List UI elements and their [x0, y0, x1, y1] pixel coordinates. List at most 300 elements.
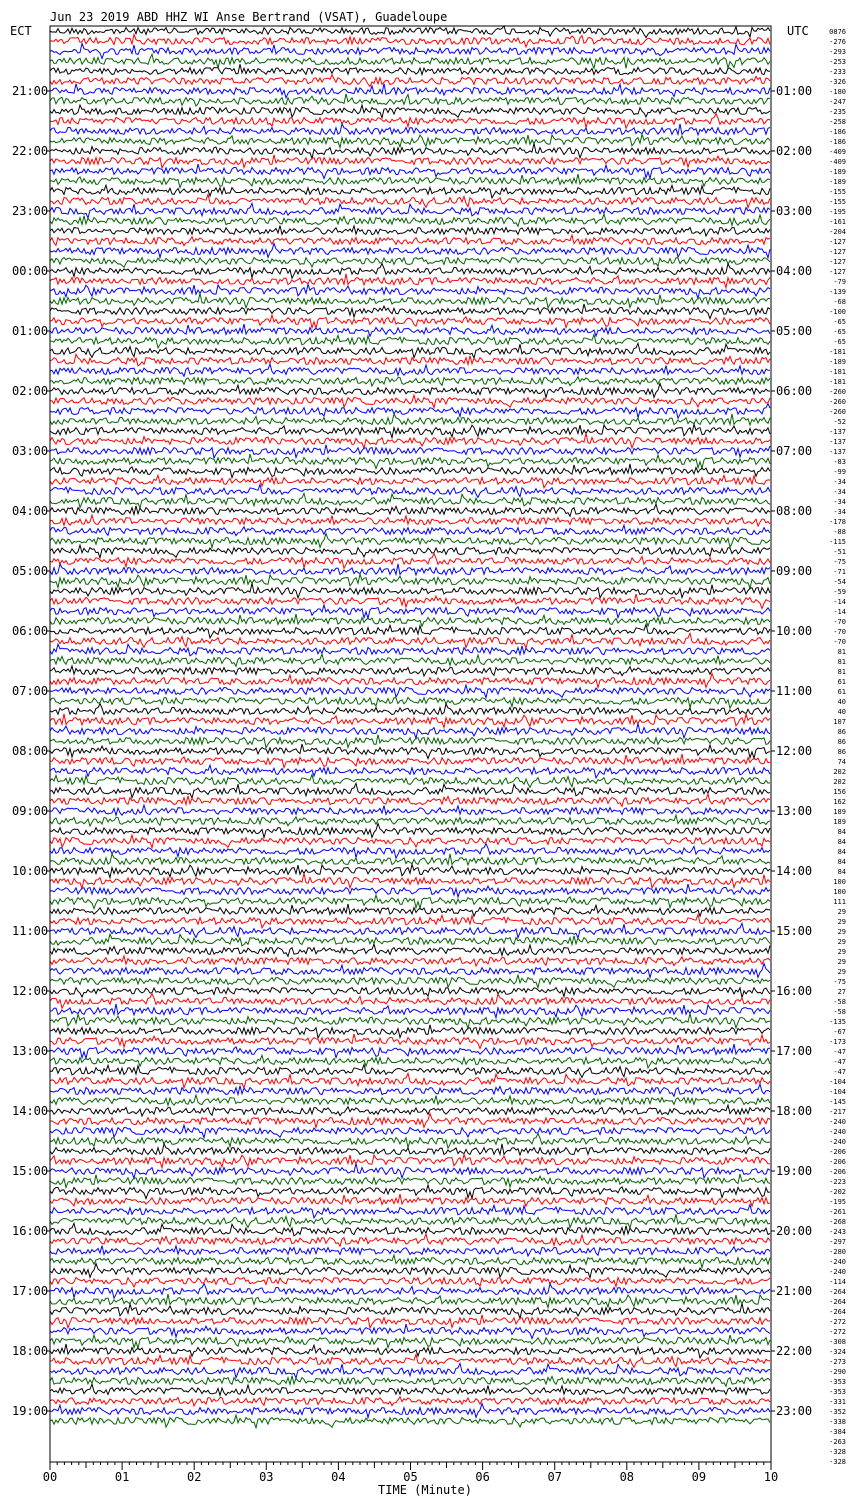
trace-offset-label: -264: [829, 1288, 846, 1296]
trace-offset-label: -65: [833, 338, 846, 346]
trace-offset-label: -68: [833, 298, 846, 306]
seismic-trace: [50, 414, 770, 425]
seismic-trace: [50, 545, 770, 558]
x-tick-label: 02: [186, 1470, 202, 1484]
trace-offset-label: 81: [837, 668, 846, 676]
x-tick-label: 10: [763, 1470, 779, 1484]
seismic-trace: [50, 1415, 770, 1428]
left-hour-labels: [12, 84, 50, 1418]
trace-offset-label: -206: [829, 1148, 846, 1156]
trace-offset-label: -137: [829, 428, 846, 436]
x-tick-label: 03: [259, 1470, 274, 1484]
right-hour-label: 16:00: [776, 984, 813, 998]
right-hour-label: 12:00: [776, 744, 813, 758]
trace-offset-label: -264: [829, 1298, 846, 1306]
left-hour-label: 04:00: [12, 504, 49, 518]
seismic-trace: [50, 454, 770, 469]
trace-offset-label: 84: [837, 828, 846, 836]
right-hour-label: 22:00: [776, 1344, 813, 1358]
seismic-trace: [50, 1174, 770, 1188]
trace-offset-label: -100: [829, 308, 846, 316]
trace-offset-label: 86: [837, 728, 846, 736]
x-axis: [43, 1462, 778, 1484]
trace-offset-label: -272: [829, 1318, 846, 1326]
seismic-trace: [50, 94, 770, 106]
seismic-trace: [50, 395, 770, 408]
seismic-trace: [50, 1065, 770, 1078]
x-axis-label: TIME (Minute): [378, 1483, 472, 1497]
trace-offset-label: -189: [829, 178, 846, 186]
right-hour-labels: [771, 84, 812, 1418]
seismic-trace: [50, 923, 770, 938]
seismic-trace: [50, 735, 770, 748]
left-hour-label: 01:00: [12, 324, 49, 338]
trace-offset-label: 86: [837, 748, 846, 756]
trace-offset-label: -204: [829, 228, 846, 236]
trace-offset-label: 29: [837, 908, 846, 916]
trace-offset-label: -88: [833, 528, 846, 536]
seismic-trace: [50, 698, 770, 709]
trace-offset-label: -70: [833, 638, 846, 646]
left-hour-label: 07:00: [12, 684, 49, 698]
trace-offset-label: -137: [829, 438, 846, 446]
left-hour-label: 21:00: [12, 84, 49, 98]
trace-offset-label: 61: [837, 688, 846, 696]
x-tick-label: 05: [403, 1470, 418, 1484]
seismic-trace: [50, 1163, 770, 1178]
seismic-trace: [50, 1234, 770, 1246]
trace-offset-label: -276: [829, 38, 846, 46]
left-hour-label: 00:00: [12, 264, 49, 278]
trace-offset-label: -280: [829, 1248, 846, 1256]
seismic-trace: [50, 258, 770, 268]
trace-offset-label: -71: [833, 568, 846, 576]
trace-offset-label: -181: [829, 378, 846, 386]
trace-offset-label: -297: [829, 1238, 846, 1246]
trace-offset-label: -139: [829, 288, 846, 296]
seismic-trace: [50, 1134, 770, 1149]
seismic-trace: [50, 1264, 770, 1278]
seismic-trace: [50, 1294, 770, 1308]
trace-offset-label: -135: [829, 1018, 846, 1026]
seismic-trace: [50, 1004, 770, 1018]
seismic-trace: [50, 1324, 770, 1339]
trace-offset-label: -127: [829, 268, 846, 276]
trace-offset-label: 81: [837, 658, 846, 666]
seismic-trace: [50, 1114, 770, 1128]
trace-offset-label: -260: [829, 388, 846, 396]
seismic-trace: [50, 1278, 770, 1288]
trace-offset-label: -308: [829, 1338, 846, 1346]
seismic-trace: [50, 493, 770, 508]
seismic-trace: [50, 75, 770, 87]
trace-offset-label: -223: [829, 1178, 846, 1186]
seismic-trace: [50, 105, 770, 118]
seismic-trace: [50, 475, 770, 488]
seismic-trace: [50, 765, 770, 778]
trace-offset-label: -178: [829, 518, 846, 526]
right-hour-label: 07:00: [776, 444, 813, 458]
seismic-trace: [50, 904, 770, 916]
trace-offset-label: -206: [829, 1168, 846, 1176]
seismic-trace: [50, 226, 770, 236]
trace-offset-label: -353: [829, 1378, 846, 1386]
x-tick-label: 04: [331, 1470, 346, 1484]
trace-offset-label: -409: [829, 158, 846, 166]
left-hour-label: 18:00: [12, 1344, 49, 1358]
trace-offset-label: -99: [833, 468, 846, 476]
seismic-trace: [50, 633, 770, 648]
seismic-trace: [50, 534, 770, 548]
trace-offset-label: 189: [833, 818, 846, 826]
trace-offset-label: -14: [833, 608, 846, 616]
trace-offset-label: -145: [829, 1098, 846, 1106]
left-hour-label: 16:00: [12, 1224, 49, 1238]
trace-offset-label: 100: [833, 888, 846, 896]
trace-offset-label: -202: [829, 1188, 846, 1196]
seismic-trace: [50, 583, 770, 598]
trace-offset-label: -328: [829, 1448, 846, 1456]
right-hour-label: 15:00: [776, 924, 813, 938]
seismic-trace: [50, 84, 770, 98]
seismic-trace: [50, 134, 770, 147]
seismic-trace: [50, 884, 770, 897]
seismic-trace: [50, 335, 770, 348]
left-hour-label: 05:00: [12, 564, 49, 578]
seismic-trace: [50, 235, 770, 246]
trace-offset-label: -34: [833, 488, 846, 496]
seismic-trace: [50, 354, 770, 366]
seismic-trace: [50, 1205, 770, 1218]
seismic-trace: [50, 975, 770, 988]
trace-offset-label: 40: [837, 708, 846, 716]
trace-offset-label: 40: [837, 698, 846, 706]
trace-offset-label: -65: [833, 318, 846, 326]
trace-offset-label: -14: [833, 598, 846, 606]
trace-offset-label: -59: [833, 588, 846, 596]
trace-offset-label: 84: [837, 868, 846, 876]
right-hour-label: 11:00: [776, 684, 813, 698]
trace-offset-label: -70: [833, 618, 846, 626]
trace-offset-label: 0876: [829, 28, 846, 36]
left-hour-label: 06:00: [12, 624, 49, 638]
seismic-trace: [50, 1214, 770, 1228]
seismic-trace: [50, 956, 770, 966]
seismic-trace: [50, 377, 770, 386]
seismic-trace: [50, 723, 770, 738]
trace-offset-label: 162: [833, 798, 846, 806]
trace-offset-label: -268: [829, 1218, 846, 1226]
trace-offset-label: -260: [829, 398, 846, 406]
right-hour-label: 03:00: [776, 204, 813, 218]
trace-offset-label: -331: [829, 1398, 846, 1406]
left-hour-label: 22:00: [12, 144, 49, 158]
seismic-trace: [50, 895, 770, 909]
seismic-trace: [50, 214, 770, 226]
trace-offset-label: -155: [829, 198, 846, 206]
seismic-trace: [50, 654, 770, 666]
seismic-trace: [50, 343, 770, 358]
seismic-trace: [50, 934, 770, 946]
trace-offset-label: -235: [829, 108, 846, 116]
seismic-trace: [50, 1384, 770, 1395]
x-tick-label: 00: [42, 1470, 58, 1484]
seismic-trace: [50, 43, 770, 58]
trace-offset-label: -353: [829, 1388, 846, 1396]
seismic-trace: [50, 815, 770, 826]
seismic-trace: [50, 873, 770, 888]
trace-offset-label: 29: [837, 968, 846, 976]
seismic-trace: [50, 124, 770, 135]
left-hour-label: 08:00: [12, 744, 49, 758]
seismic-trace: [50, 264, 770, 279]
seismic-trace: [50, 1246, 770, 1256]
trace-offset-label: -83: [833, 458, 846, 466]
trace-offset-label: -324: [829, 1348, 846, 1356]
right-hour-label: 23:00: [776, 1404, 813, 1418]
trace-offset-label: -115: [829, 538, 846, 546]
trace-offset-label: 29: [837, 958, 846, 966]
trace-offset-label: -189: [829, 168, 846, 176]
seismic-trace: [50, 824, 770, 838]
right-timezone-label: UTC: [787, 24, 809, 38]
seismic-trace: [50, 1105, 770, 1116]
seismic-trace: [50, 805, 770, 815]
seismic-trace: [50, 1303, 770, 1318]
trace-offset-label: -173: [829, 1038, 846, 1046]
seismic-trace: [50, 744, 770, 759]
seismic-trace: [50, 644, 770, 656]
seismic-trace: [50, 1084, 770, 1096]
trace-offset-label: -58: [833, 998, 846, 1006]
trace-offset-label: -127: [829, 248, 846, 256]
trace-offset-label: -409: [829, 148, 846, 156]
trace-offset-label: 84: [837, 848, 846, 856]
right-hour-label: 14:00: [776, 864, 813, 878]
trace-offset-label: 29: [837, 928, 846, 936]
trace-offset-label: -70: [833, 628, 846, 636]
seismic-trace: [50, 714, 770, 728]
seismic-trace: [50, 754, 770, 768]
seismic-trace: [50, 1194, 770, 1206]
right-hour-label: 10:00: [776, 624, 813, 638]
seismic-trace: [50, 666, 770, 676]
trace-offset-label: -240: [829, 1118, 846, 1126]
seismic-trace: [50, 26, 770, 38]
trace-offset-label: -127: [829, 238, 846, 246]
seismic-trace: [50, 34, 770, 47]
seismic-trace: [50, 594, 770, 609]
seismic-trace: [50, 564, 770, 575]
right-hour-label: 06:00: [776, 384, 813, 398]
trace-offset-label: -180: [829, 88, 846, 96]
seismic-trace: [50, 994, 770, 1009]
trace-offset-label: -263: [829, 1438, 846, 1446]
seismic-trace: [50, 1125, 770, 1138]
seismic-trace: [50, 864, 770, 877]
left-hour-label: 12:00: [12, 984, 49, 998]
trace-offset-label: -47: [833, 1048, 846, 1056]
trace-offset-label: -189: [829, 358, 846, 366]
trace-offset-label: -217: [829, 1108, 846, 1116]
seismic-trace: [50, 674, 770, 688]
seismic-trace: [50, 685, 770, 698]
left-hour-label: 11:00: [12, 924, 49, 938]
trace-offset-label: -127: [829, 258, 846, 266]
trace-offset-label: -247: [829, 98, 846, 106]
right-hour-label: 20:00: [776, 1224, 813, 1238]
right-hour-label: 18:00: [776, 1104, 813, 1118]
trace-offset-label: 189: [833, 808, 846, 816]
left-hour-label: 14:00: [12, 1104, 49, 1118]
seismic-trace: [50, 614, 770, 626]
trace-offset-label: -181: [829, 368, 846, 376]
seismic-trace: [50, 203, 770, 218]
trace-offset-label: 202: [833, 778, 846, 786]
trace-offset-label: 29: [837, 948, 846, 956]
seismic-trace: [50, 284, 770, 298]
seismic-trace: [50, 525, 770, 536]
trace-offset-label: -261: [829, 1208, 846, 1216]
trace-offset-label: -352: [829, 1408, 846, 1416]
left-hour-label: 17:00: [12, 1284, 49, 1298]
trace-offset-label: -195: [829, 208, 846, 216]
x-tick-label: 06: [475, 1470, 490, 1484]
trace-offset-label: -114: [829, 1278, 846, 1286]
seismic-trace: [50, 1073, 770, 1088]
right-hour-label: 09:00: [776, 564, 813, 578]
trace-offset-label: 29: [837, 918, 846, 926]
seismic-trace: [50, 1344, 770, 1358]
trace-offset-label: 84: [837, 838, 846, 846]
trace-offset-label: -34: [833, 498, 846, 506]
trace-offset-label: -290: [829, 1368, 846, 1376]
seismic-trace: [50, 944, 770, 956]
seismic-trace: [50, 504, 770, 516]
right-hour-label: 04:00: [776, 264, 813, 278]
seismic-trace: [50, 485, 770, 498]
x-tick-label: 01: [114, 1470, 130, 1484]
trace-offset-label: -293: [829, 48, 846, 56]
left-hour-label: 19:00: [12, 1404, 49, 1418]
trace-offset-label: 74: [837, 758, 846, 766]
x-tick-label: 07: [547, 1470, 562, 1484]
trace-offset-label: 156: [833, 788, 846, 796]
seismic-trace: [50, 164, 770, 179]
trace-offset-label: -206: [829, 1158, 846, 1166]
seismic-trace: [50, 1034, 770, 1049]
trace-offset-label: 27: [837, 988, 846, 996]
trace-offset-label: -253: [829, 58, 846, 66]
plot-title: Jun 23 2019 ABD HHZ WI Anse Bertrand (VSAT), Guadeloupe: [50, 10, 448, 24]
trace-offset-label: 202: [833, 768, 846, 776]
right-hour-label: 01:00: [776, 84, 813, 98]
seismic-trace: [50, 54, 770, 68]
right-hour-label: 21:00: [776, 1284, 813, 1298]
trace-offset-label: -186: [829, 138, 846, 146]
seismic-trace: [50, 1376, 770, 1387]
seismic-trace: [50, 155, 770, 168]
right-hour-label: 19:00: [776, 1164, 813, 1178]
left-hour-label: 23:00: [12, 204, 49, 218]
seismic-trace: [50, 574, 770, 588]
seismic-trace: [50, 445, 770, 458]
seismic-trace: [50, 1397, 770, 1406]
seismic-trace: [50, 515, 770, 526]
seismic-trace: [50, 1185, 770, 1199]
seismic-trace: [50, 1095, 770, 1105]
seismic-trace: [50, 794, 770, 806]
trace-offset-label: -34: [833, 508, 846, 516]
trace-offset-label: 29: [837, 938, 846, 946]
seismic-trace: [50, 244, 770, 258]
trace-offset-labels: [829, 28, 846, 1466]
trace-offset-label: -233: [829, 68, 846, 76]
trace-offset-label: 86: [837, 738, 846, 746]
seismic-trace: [50, 783, 770, 798]
seismic-trace: [50, 835, 770, 848]
trace-offset-label: -52: [833, 418, 846, 426]
trace-offset-label: -51: [833, 548, 846, 556]
trace-offset-label: -243: [829, 1228, 846, 1236]
seismic-trace: [50, 174, 770, 188]
right-hour-label: 17:00: [776, 1044, 813, 1058]
trace-offset-label: 107: [833, 718, 846, 726]
seismic-trace: [50, 704, 770, 715]
seismic-trace: [50, 293, 770, 308]
trace-offset-label: 81: [837, 648, 846, 656]
trace-offset-label: -186: [829, 128, 846, 136]
seismic-trace: [50, 625, 770, 638]
right-hour-label: 08:00: [776, 504, 813, 518]
seismic-trace: [50, 64, 770, 74]
trace-offset-label: -54: [833, 578, 846, 586]
trace-offset-label: -240: [829, 1268, 846, 1276]
trace-offset-label: -75: [833, 558, 846, 566]
trace-offset-label: -104: [829, 1078, 846, 1086]
trace-offset-label: -258: [829, 118, 846, 126]
trace-offset-label: -104: [829, 1088, 846, 1096]
trace-offset-label: -47: [833, 1068, 846, 1076]
seismic-trace: [50, 1154, 770, 1167]
seismic-trace: [50, 1335, 770, 1348]
trace-offset-label: 61: [837, 678, 846, 686]
seismic-trace: [50, 1025, 770, 1038]
seismic-trace: [50, 185, 770, 198]
seismic-trace: [50, 424, 770, 437]
trace-offset-label: -264: [829, 1308, 846, 1316]
seismic-trace: [50, 1044, 770, 1058]
seismic-trace: [50, 554, 770, 569]
seismic-trace: [50, 304, 770, 319]
trace-offset-label: 100: [833, 878, 846, 886]
trace-offset-label: -240: [829, 1258, 846, 1266]
seismic-trace: [50, 404, 770, 419]
trace-offset-label: -195: [829, 1198, 846, 1206]
left-hour-label: 09:00: [12, 804, 49, 818]
left-hour-label: 10:00: [12, 864, 49, 878]
left-hour-label: 15:00: [12, 1164, 49, 1178]
trace-offset-label: -338: [829, 1418, 846, 1426]
seismic-trace: [50, 364, 770, 376]
left-hour-label: 03:00: [12, 444, 49, 458]
right-hour-label: 02:00: [776, 144, 813, 158]
seismic-trace: [50, 1013, 770, 1028]
plot-frame: [50, 26, 771, 1462]
trace-offset-label: 111: [833, 898, 846, 906]
seismic-trace: [50, 964, 770, 978]
trace-offset-label: -384: [829, 1428, 846, 1436]
